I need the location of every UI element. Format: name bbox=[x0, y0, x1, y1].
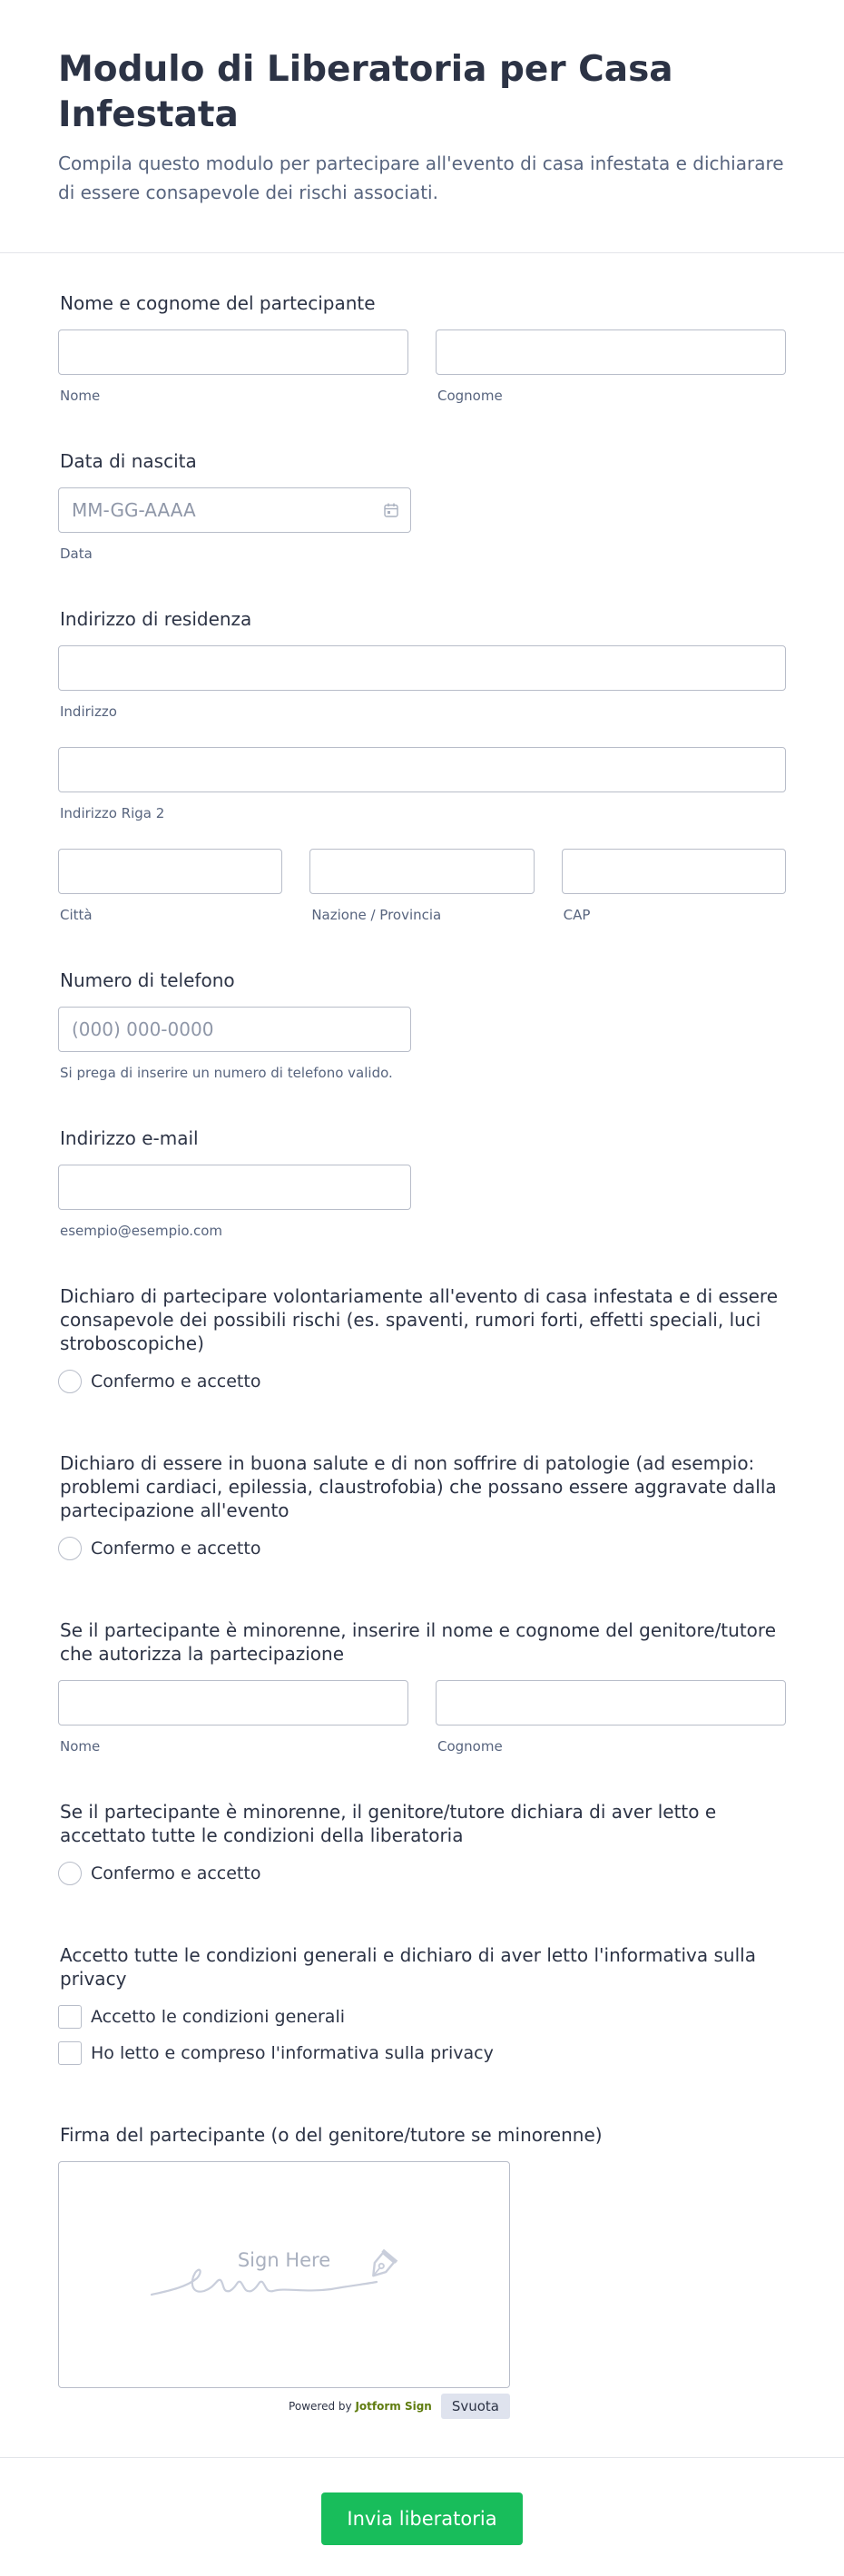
zip-sublabel: CAP bbox=[563, 907, 591, 923]
guardian-name-label: Se il partecipante è minorenne, inserire il nome e cognome del genitore/tutore che autorizza la partecipazione bbox=[60, 1619, 776, 1665]
birth-date-placeholder: MM-GG-AAAA bbox=[72, 499, 196, 521]
declaration-health-option[interactable] bbox=[58, 1537, 786, 1560]
guardian-last-name-sublabel: Cognome bbox=[437, 1738, 503, 1755]
phone-placeholder: (000) 000-0000 bbox=[72, 1018, 214, 1040]
terms-privacy-label: Ho letto e compreso l'informativa sulla privacy bbox=[91, 2043, 494, 2063]
address-line1-sublabel: Indirizzo bbox=[60, 703, 117, 720]
guardian-declaration-option[interactable] bbox=[58, 1862, 786, 1885]
form-description: Compila questo modulo per partecipare all'evento di casa infestata e dichiarare di essere consapevole dei rischi associati. bbox=[58, 152, 784, 203]
terms-option-conditions[interactable] bbox=[58, 2005, 786, 2029]
birth-date-label: Data di nascita bbox=[60, 450, 197, 472]
state-sublabel: Nazione / Provincia bbox=[311, 907, 442, 923]
participant-last-name-sublabel: Cognome bbox=[437, 388, 503, 404]
birth-date-sublabel: Data bbox=[60, 546, 93, 562]
guardian-first-name-input[interactable] bbox=[58, 1680, 408, 1726]
guardian-declaration-field bbox=[58, 1773, 786, 1916]
terms-label: Accetto tutte le condizioni generali e dichiaro di aver letto l'informativa sulla privacy bbox=[60, 1944, 756, 1990]
declaration-health-option-label: Confermo e accetto bbox=[91, 1539, 261, 1558]
terms-field bbox=[58, 1916, 786, 2096]
declaration-health-radio[interactable] bbox=[58, 1537, 82, 1560]
guardian-name-field bbox=[58, 1591, 786, 1773]
zip-input[interactable] bbox=[562, 849, 786, 894]
guardian-declaration-option-label: Confermo e accetto bbox=[91, 1863, 261, 1883]
guardian-first-name-sublabel: Nome bbox=[60, 1738, 101, 1755]
city-sublabel: Città bbox=[60, 907, 93, 923]
terms-conditions-label: Accetto le condizioni generali bbox=[91, 2007, 345, 2027]
address-field bbox=[58, 580, 786, 941]
address-line2-sublabel: Indirizzo Riga 2 bbox=[60, 805, 165, 821]
declaration-risks-field bbox=[58, 1257, 786, 1424]
form-body bbox=[0, 253, 844, 2437]
signature-field bbox=[58, 2096, 786, 2437]
email-label: Indirizzo e-mail bbox=[60, 1127, 199, 1149]
address-label: Indirizzo di residenza bbox=[60, 608, 252, 630]
email-field bbox=[58, 1099, 786, 1257]
participant-name-label: Nome e cognome del partecipante bbox=[60, 292, 376, 314]
state-input[interactable] bbox=[309, 849, 534, 894]
powered-by-brand[interactable]: Jotform Sign bbox=[355, 2400, 432, 2413]
calendar-icon[interactable] bbox=[383, 502, 399, 518]
form-header bbox=[0, 0, 844, 253]
participant-first-name-input[interactable] bbox=[58, 329, 408, 375]
guardian-declaration-label: Se il partecipante è minorenne, il genitore/tutore dichiara di aver letto e accettato tutte le condizioni della liberatoria bbox=[60, 1801, 717, 1846]
phone-label: Numero di telefono bbox=[60, 969, 235, 991]
participant-first-name-sublabel: Nome bbox=[60, 388, 101, 404]
address-line2-input[interactable] bbox=[58, 747, 786, 792]
terms-privacy-checkbox[interactable] bbox=[58, 2041, 82, 2065]
city-input[interactable] bbox=[58, 849, 282, 894]
guardian-last-name-input[interactable] bbox=[436, 1680, 786, 1726]
declaration-risks-radio[interactable] bbox=[58, 1370, 82, 1393]
form-title: Modulo di Liberatoria per Casa Infestata bbox=[58, 49, 673, 135]
phone-sublabel: Si prega di inserire un numero di telefono valido. bbox=[60, 1065, 393, 1081]
phone-field bbox=[58, 941, 786, 1099]
participant-last-name-input[interactable] bbox=[436, 329, 786, 375]
email-input[interactable] bbox=[58, 1165, 411, 1210]
powered-by-text bbox=[289, 2400, 432, 2413]
powered-by-prefix: Powered by bbox=[289, 2400, 352, 2413]
email-sublabel: esempio@esempio.com bbox=[60, 1223, 223, 1239]
participant-name-field bbox=[58, 253, 786, 422]
terms-conditions-checkbox[interactable] bbox=[58, 2005, 82, 2029]
declaration-health-label: Dichiaro di essere in buona salute e di non soffrire di patologie (ad esempio: problemi cardiaci, epilessia, claustrofobia) che possano essere aggravate dalla partecipazione all'evento bbox=[60, 1452, 777, 1521]
declaration-risks-option[interactable] bbox=[58, 1370, 786, 1393]
birth-date-input[interactable] bbox=[58, 487, 411, 533]
signature-pad[interactable] bbox=[58, 2161, 510, 2388]
address-line1-input[interactable] bbox=[58, 645, 786, 691]
terms-option-privacy[interactable] bbox=[58, 2041, 786, 2065]
phone-input[interactable] bbox=[58, 1007, 411, 1052]
guardian-declaration-radio[interactable] bbox=[58, 1862, 82, 1885]
declaration-risks-option-label: Confermo e accetto bbox=[91, 1372, 261, 1391]
declaration-health-field bbox=[58, 1424, 786, 1591]
birth-date-field bbox=[58, 422, 786, 580]
form-footer bbox=[0, 2457, 844, 2576]
signature-clear-button[interactable]: Svuota bbox=[441, 2394, 510, 2419]
submit-button[interactable]: Invia liberatoria bbox=[321, 2492, 523, 2545]
signature-label: Firma del partecipante (o del genitore/tutore se minorenne) bbox=[60, 2124, 603, 2146]
declaration-risks-label: Dichiaro di partecipare volontariamente all'evento di casa infestata e di essere consapevole dei possibili rischi (es. spaventi, rumori forti, effetti speciali, luci stroboscopiche) bbox=[60, 1285, 779, 1354]
signature-placeholder: Sign Here bbox=[237, 2249, 331, 2271]
